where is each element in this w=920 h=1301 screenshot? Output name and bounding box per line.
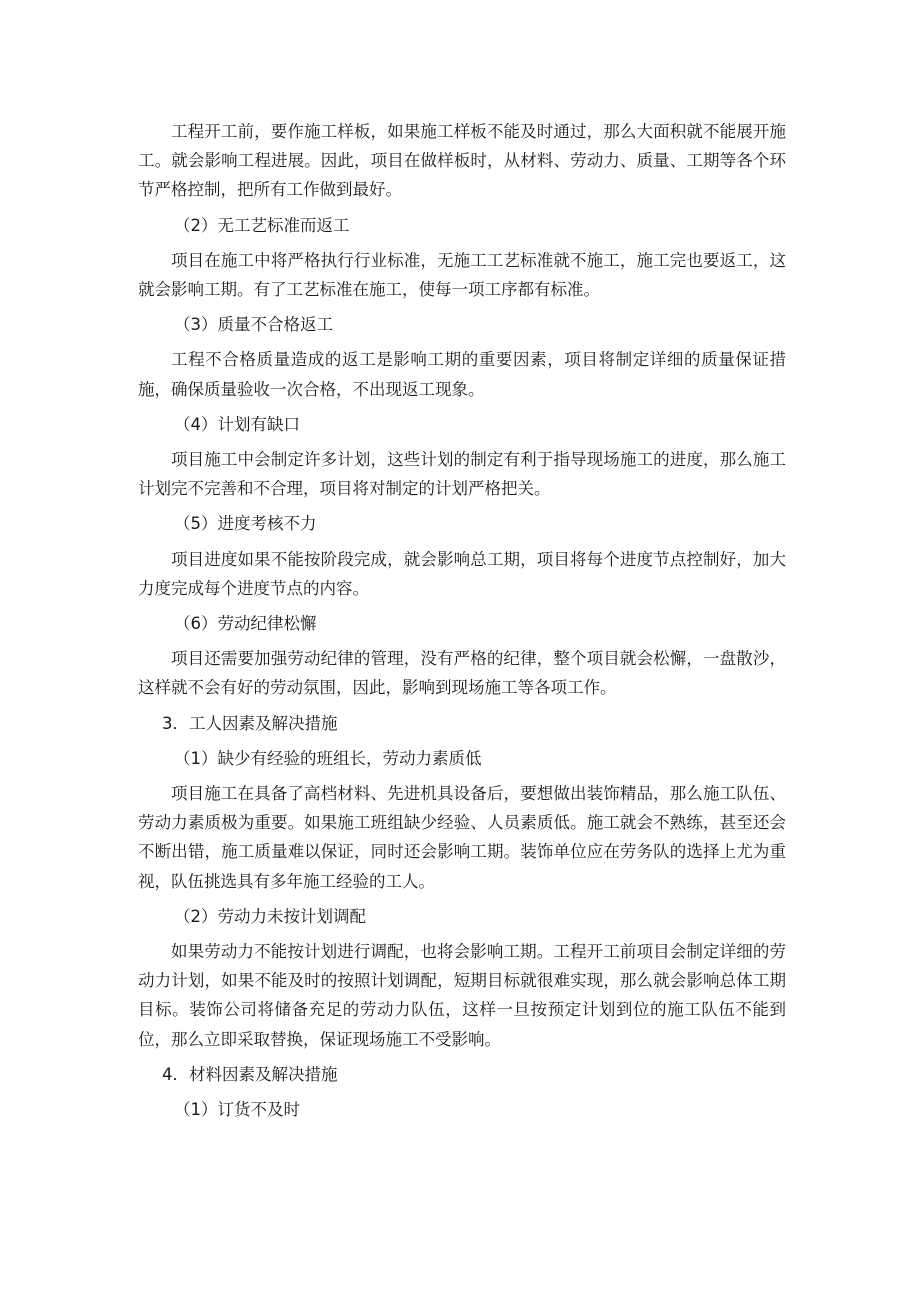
subheading: （4）计划有缺口 bbox=[174, 414, 300, 434]
document-body bbox=[138, 117, 786, 1124]
paragraph: 项目进度如果不能按阶段完成，就会影响总工期，项目将每个进度节点控制好，加大力度完成每个进度节点的内容。 bbox=[138, 549, 786, 598]
paragraph: 项目施工中会制定许多计划，这些计划的制定有利于指导现场施工的进度，那么施工计划完不完善和不合理，项目将对制定的计划严格把关。 bbox=[138, 450, 786, 499]
subheading: （3）质量不合格返工 bbox=[174, 315, 333, 335]
subheading: （2）劳动力未按计划调配 bbox=[174, 906, 366, 926]
section-heading: 3．工人因素及解决措施 bbox=[162, 713, 338, 733]
subheading: （2）无工艺标准而返工 bbox=[174, 215, 350, 235]
subheading: （1）缺少有经验的班组长，劳动力素质低 bbox=[174, 748, 482, 768]
paragraph: 项目在施工中将严格执行行业标准，无施工工艺标准就不施工，施工完也要返工，这就会影响工期。有了工艺标准在施工，使每一项工序都有标准。 bbox=[138, 250, 786, 300]
paragraph: 工程开工前，要作施工样板，如果施工样板不能及时通过，那么大面积就不能展开施工。就会影响工程进展。因此，项目在做样板时，从材料、劳动力、质量、工期等各个环节严格控制，把所有工作做到最好。 bbox=[138, 122, 786, 200]
subheading: （1）订货不及时 bbox=[174, 1100, 300, 1120]
paragraph: 如果劳动力不能按计划进行调配，也将会影响工期。工程开工前项目会制定详细的劳动力计划，如果不能及时的按照计划调配，短期目标就很难实现，那么就会影响总体工期目标。装饰公司将储备充足的劳动力队伍，这样一旦按预定计划到位的施工队伍不能到位，那么立即采取替换，保证现场施工不受影响。 bbox=[138, 942, 786, 1049]
subheading: （6）劳动纪律松懈 bbox=[174, 614, 317, 634]
paragraph: 项目还需要加强劳动纪律的管理，没有严格的纪律，整个项目就会松懈，一盘散沙，这样就不会有好的劳动氛围，因此，影响到现场施工等各项工作。 bbox=[138, 649, 786, 698]
paragraph: 工程不合格质量造成的返工是影响工期的重要因素，项目将制定详细的质量保证措施，确保质量验收一次合格，不出现返工现象。 bbox=[138, 350, 786, 399]
subheading: （5）进度考核不力 bbox=[174, 514, 317, 534]
paragraph: 项目施工在具备了高档材料、先进机具设备后，要想做出装饰精品，那么施工队伍、劳动力素质极为重要。如果施工班组缺少经验、人员素质低。施工就会不熟练，甚至还会不断出错，施工质量难以保证，同时还会影响工期。装饰单位应在劳务队的选择上尤为重视，队伍挑选具有多年施工经验的工人。 bbox=[138, 784, 786, 891]
section-heading: 4．材料因素及解决措施 bbox=[162, 1064, 338, 1084]
